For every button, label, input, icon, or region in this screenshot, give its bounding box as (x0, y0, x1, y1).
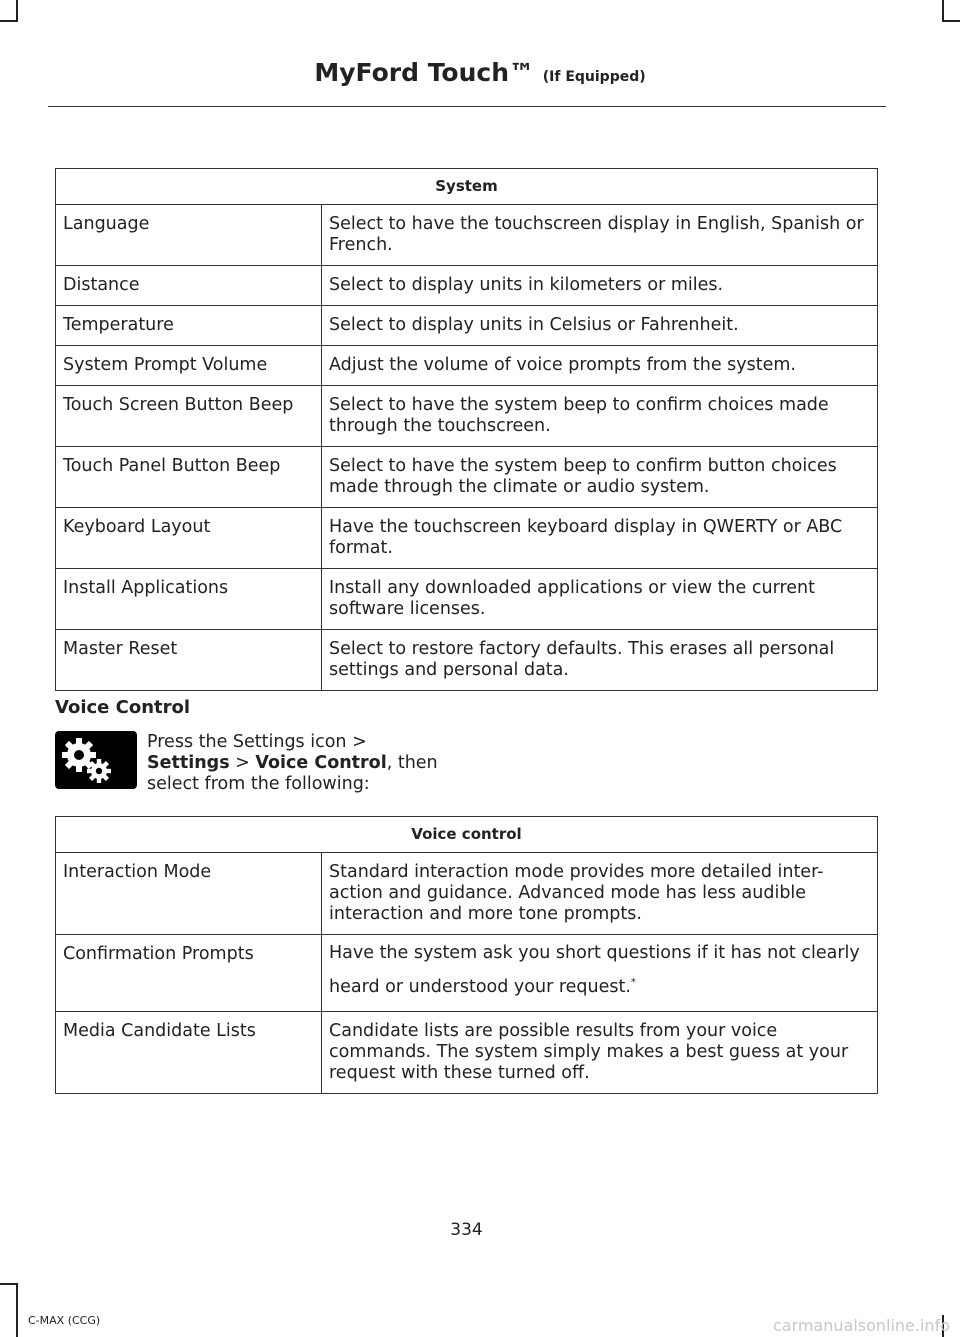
page-header (0, 58, 960, 87)
system-table (55, 168, 878, 691)
table-heading: System (56, 169, 878, 205)
instruction-text (147, 732, 467, 795)
menu-path-settings: Settings (147, 753, 230, 773)
menu-path-voice-control: Voice Control (255, 753, 387, 773)
crop-mark (942, 0, 944, 22)
table-row (56, 508, 878, 569)
crop-mark (942, 20, 960, 22)
setting-name: Master Reset (56, 630, 322, 691)
setting-name: Touch Screen Button Beep (56, 386, 322, 447)
setting-description: Candidate lists are possible results from your voice commands. The system simply makes a best guess at your request with these turned off. (322, 1011, 878, 1093)
setting-name: Install Applications (56, 569, 322, 630)
table-row (56, 306, 878, 346)
crop-mark (0, 20, 18, 22)
footnote-marker: * (630, 977, 636, 988)
table-row (56, 266, 878, 306)
header-title: MyFord Touch™ (314, 58, 535, 87)
setting-description: Select to have the system beep to confirm button choices made through the climate or audio system. (322, 447, 878, 508)
table-row (56, 1011, 878, 1093)
table-row (56, 853, 878, 935)
footer-model-code: C-MAX (CCG) (28, 1314, 101, 1327)
voice-control-table (55, 816, 878, 1094)
setting-name: Temperature (56, 306, 322, 346)
setting-name: Touch Panel Button Beep (56, 447, 322, 508)
setting-name: Keyboard Layout (56, 508, 322, 569)
watermark: carmanualsonline.info (772, 1316, 950, 1335)
setting-name: Language (56, 205, 322, 266)
setting-description: Select to have the touchscreen display in English, Spanish or French. (322, 205, 878, 266)
setting-description: Adjust the volume of voice prompts from the system. (322, 346, 878, 386)
header-divider (48, 106, 886, 107)
header-subtitle: (If Equipped) (542, 69, 646, 85)
setting-name: Interaction Mode (56, 853, 322, 935)
menu-path-separator: > (229, 753, 256, 773)
setting-description: Have the touchscreen keyboard display in QWERTY or ABC format. (322, 508, 878, 569)
setting-description: Standard interaction mode provides more detailed inter-action and guidance. Advanced mode has less audible interaction and more tone prompts. (322, 853, 878, 935)
table-heading: Voice control (56, 817, 878, 853)
table-row (56, 447, 878, 508)
setting-name: Confirmation Prompts (56, 935, 322, 1012)
instruction-prefix: Press the Settings icon > (147, 732, 367, 752)
instruction-suffix: , then select from the following: (147, 753, 438, 794)
table-row (56, 205, 878, 266)
table-row (56, 346, 878, 386)
setting-description: Install any downloaded applications or view the current software licenses. (322, 569, 878, 630)
setting-description (322, 935, 878, 1012)
setting-description-text: Have the system ask you short questions if it has not clearly heard or understood your request. (329, 943, 860, 997)
setting-name: System Prompt Volume (56, 346, 322, 386)
setting-name: Media Candidate Lists (56, 1011, 322, 1093)
section-title: Voice Control (55, 697, 191, 718)
page-number: 334 (450, 1220, 483, 1240)
table-row (56, 935, 878, 1012)
setting-name: Distance (56, 266, 322, 306)
setting-description: Select to display units in kilometers or miles. (322, 266, 878, 306)
setting-description: Select to restore factory defaults. This erases all personal settings and personal data. (322, 630, 878, 691)
settings-gears-icon (55, 731, 137, 789)
setting-description: Select to have the system beep to confirm choices made through the touchscreen. (322, 386, 878, 447)
crop-mark (16, 1283, 18, 1337)
setting-description: Select to display units in Celsius or Fahrenheit. (322, 306, 878, 346)
table-row (56, 569, 878, 630)
crop-mark (16, 0, 18, 22)
table-row (56, 630, 878, 691)
table-row (56, 386, 878, 447)
